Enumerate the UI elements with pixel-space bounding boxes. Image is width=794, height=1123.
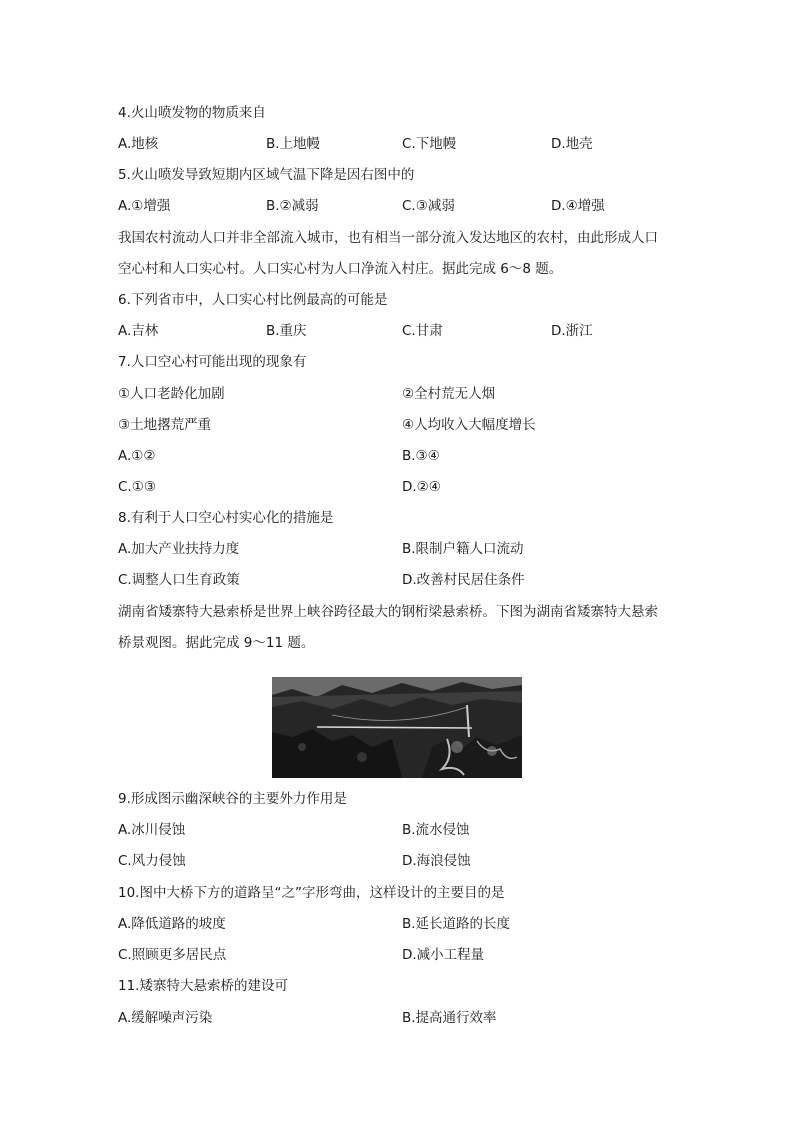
question-4-stem: 4.火山喷发物的物质来自 bbox=[118, 105, 266, 121]
passage-2-line-2: 桥景观图。据此完成 9～11 题。 bbox=[118, 635, 315, 651]
passage-2-line-1: 湖南省矮寨特大悬索桥是世界上峡谷跨径最大的钢桁梁悬索桥。下图为湖南省矮寨特大悬索 bbox=[118, 604, 658, 620]
question-10-option-a: A.降低道路的坡度 bbox=[118, 916, 226, 932]
question-4-option-a: A.地核 bbox=[118, 136, 159, 152]
question-7-option-c: C.①③ bbox=[118, 479, 156, 495]
question-9-option-c: C.风力侵蚀 bbox=[118, 853, 186, 869]
question-5-option-b: B.②减弱 bbox=[266, 198, 319, 214]
question-6-option-d: D.浙江 bbox=[551, 323, 593, 339]
question-7-item-4: ④人均收入大幅度增长 bbox=[402, 417, 536, 433]
question-8-stem: 8.有利于人口空心村实心化的措施是 bbox=[118, 510, 334, 526]
question-4-option-b: B.上地幔 bbox=[266, 136, 321, 152]
question-4-option-d: D.地壳 bbox=[551, 136, 593, 152]
question-6-option-a: A.吉林 bbox=[118, 323, 159, 339]
question-8-option-a: A.加大产业扶持力度 bbox=[118, 541, 240, 557]
bridge-landscape-photo bbox=[272, 677, 522, 778]
question-7-option-d: D.②④ bbox=[402, 479, 441, 495]
question-6-option-c: C.甘肃 bbox=[402, 323, 443, 339]
question-9-option-b: B.流水侵蚀 bbox=[402, 822, 470, 838]
question-7-item-3: ③土地撂荒严重 bbox=[118, 417, 212, 433]
question-7-option-a: A.①② bbox=[118, 448, 156, 464]
question-9-option-d: D.海浪侵蚀 bbox=[402, 853, 471, 869]
question-11-stem: 11.矮寨特大悬索桥的建设可 bbox=[118, 978, 288, 994]
passage-1-line-1: 我国农村流动人口并非全部流入城市，也有相当一部分流入发达地区的农村，由此形成人口 bbox=[118, 230, 658, 246]
question-7-stem: 7.人口空心村可能出现的现象有 bbox=[118, 354, 307, 370]
question-5-option-d: D.④增强 bbox=[551, 198, 605, 214]
question-5-option-a: A.①增强 bbox=[118, 198, 171, 214]
question-7-item-1: ①人口老龄化加剧 bbox=[118, 386, 225, 402]
question-9-stem: 9.形成图示幽深峡谷的主要外力作用是 bbox=[118, 791, 347, 807]
question-10-stem: 10.图中大桥下方的道路呈“之”字形弯曲，这样设计的主要目的是 bbox=[118, 885, 505, 901]
question-7-option-b: B.③④ bbox=[402, 448, 440, 464]
passage-1-line-2: 空心村和人口实心村。人口实心村为人口净流入村庄。据此完成 6～8 题。 bbox=[118, 261, 563, 277]
question-8-option-b: B.限制户籍人口流动 bbox=[402, 541, 524, 557]
question-4-option-c: C.下地幔 bbox=[402, 136, 457, 152]
question-8-option-c: C.调整人口生育政策 bbox=[118, 572, 240, 588]
question-11-option-b: B.提高通行效率 bbox=[402, 1010, 497, 1026]
question-9-option-a: A.冰川侵蚀 bbox=[118, 822, 186, 838]
question-5-stem: 5.火山喷发导致短期内区域气温下降是因右图中的 bbox=[118, 167, 415, 183]
question-7-item-2: ②全村荒无人烟 bbox=[402, 386, 496, 402]
question-10-option-c: C.照顾更多居民点 bbox=[118, 947, 227, 963]
question-11-option-a: A.缓解噪声污染 bbox=[118, 1010, 213, 1026]
question-5-option-c: C.③减弱 bbox=[402, 198, 455, 214]
question-10-option-b: B.延长道路的长度 bbox=[402, 916, 511, 932]
question-8-option-d: D.改善村民居住条件 bbox=[402, 572, 525, 588]
question-6-option-b: B.重庆 bbox=[266, 323, 307, 339]
question-6-stem: 6.下列省市中，人口实心村比例最高的可能是 bbox=[118, 292, 388, 308]
question-10-option-d: D.减小工程量 bbox=[402, 947, 485, 963]
